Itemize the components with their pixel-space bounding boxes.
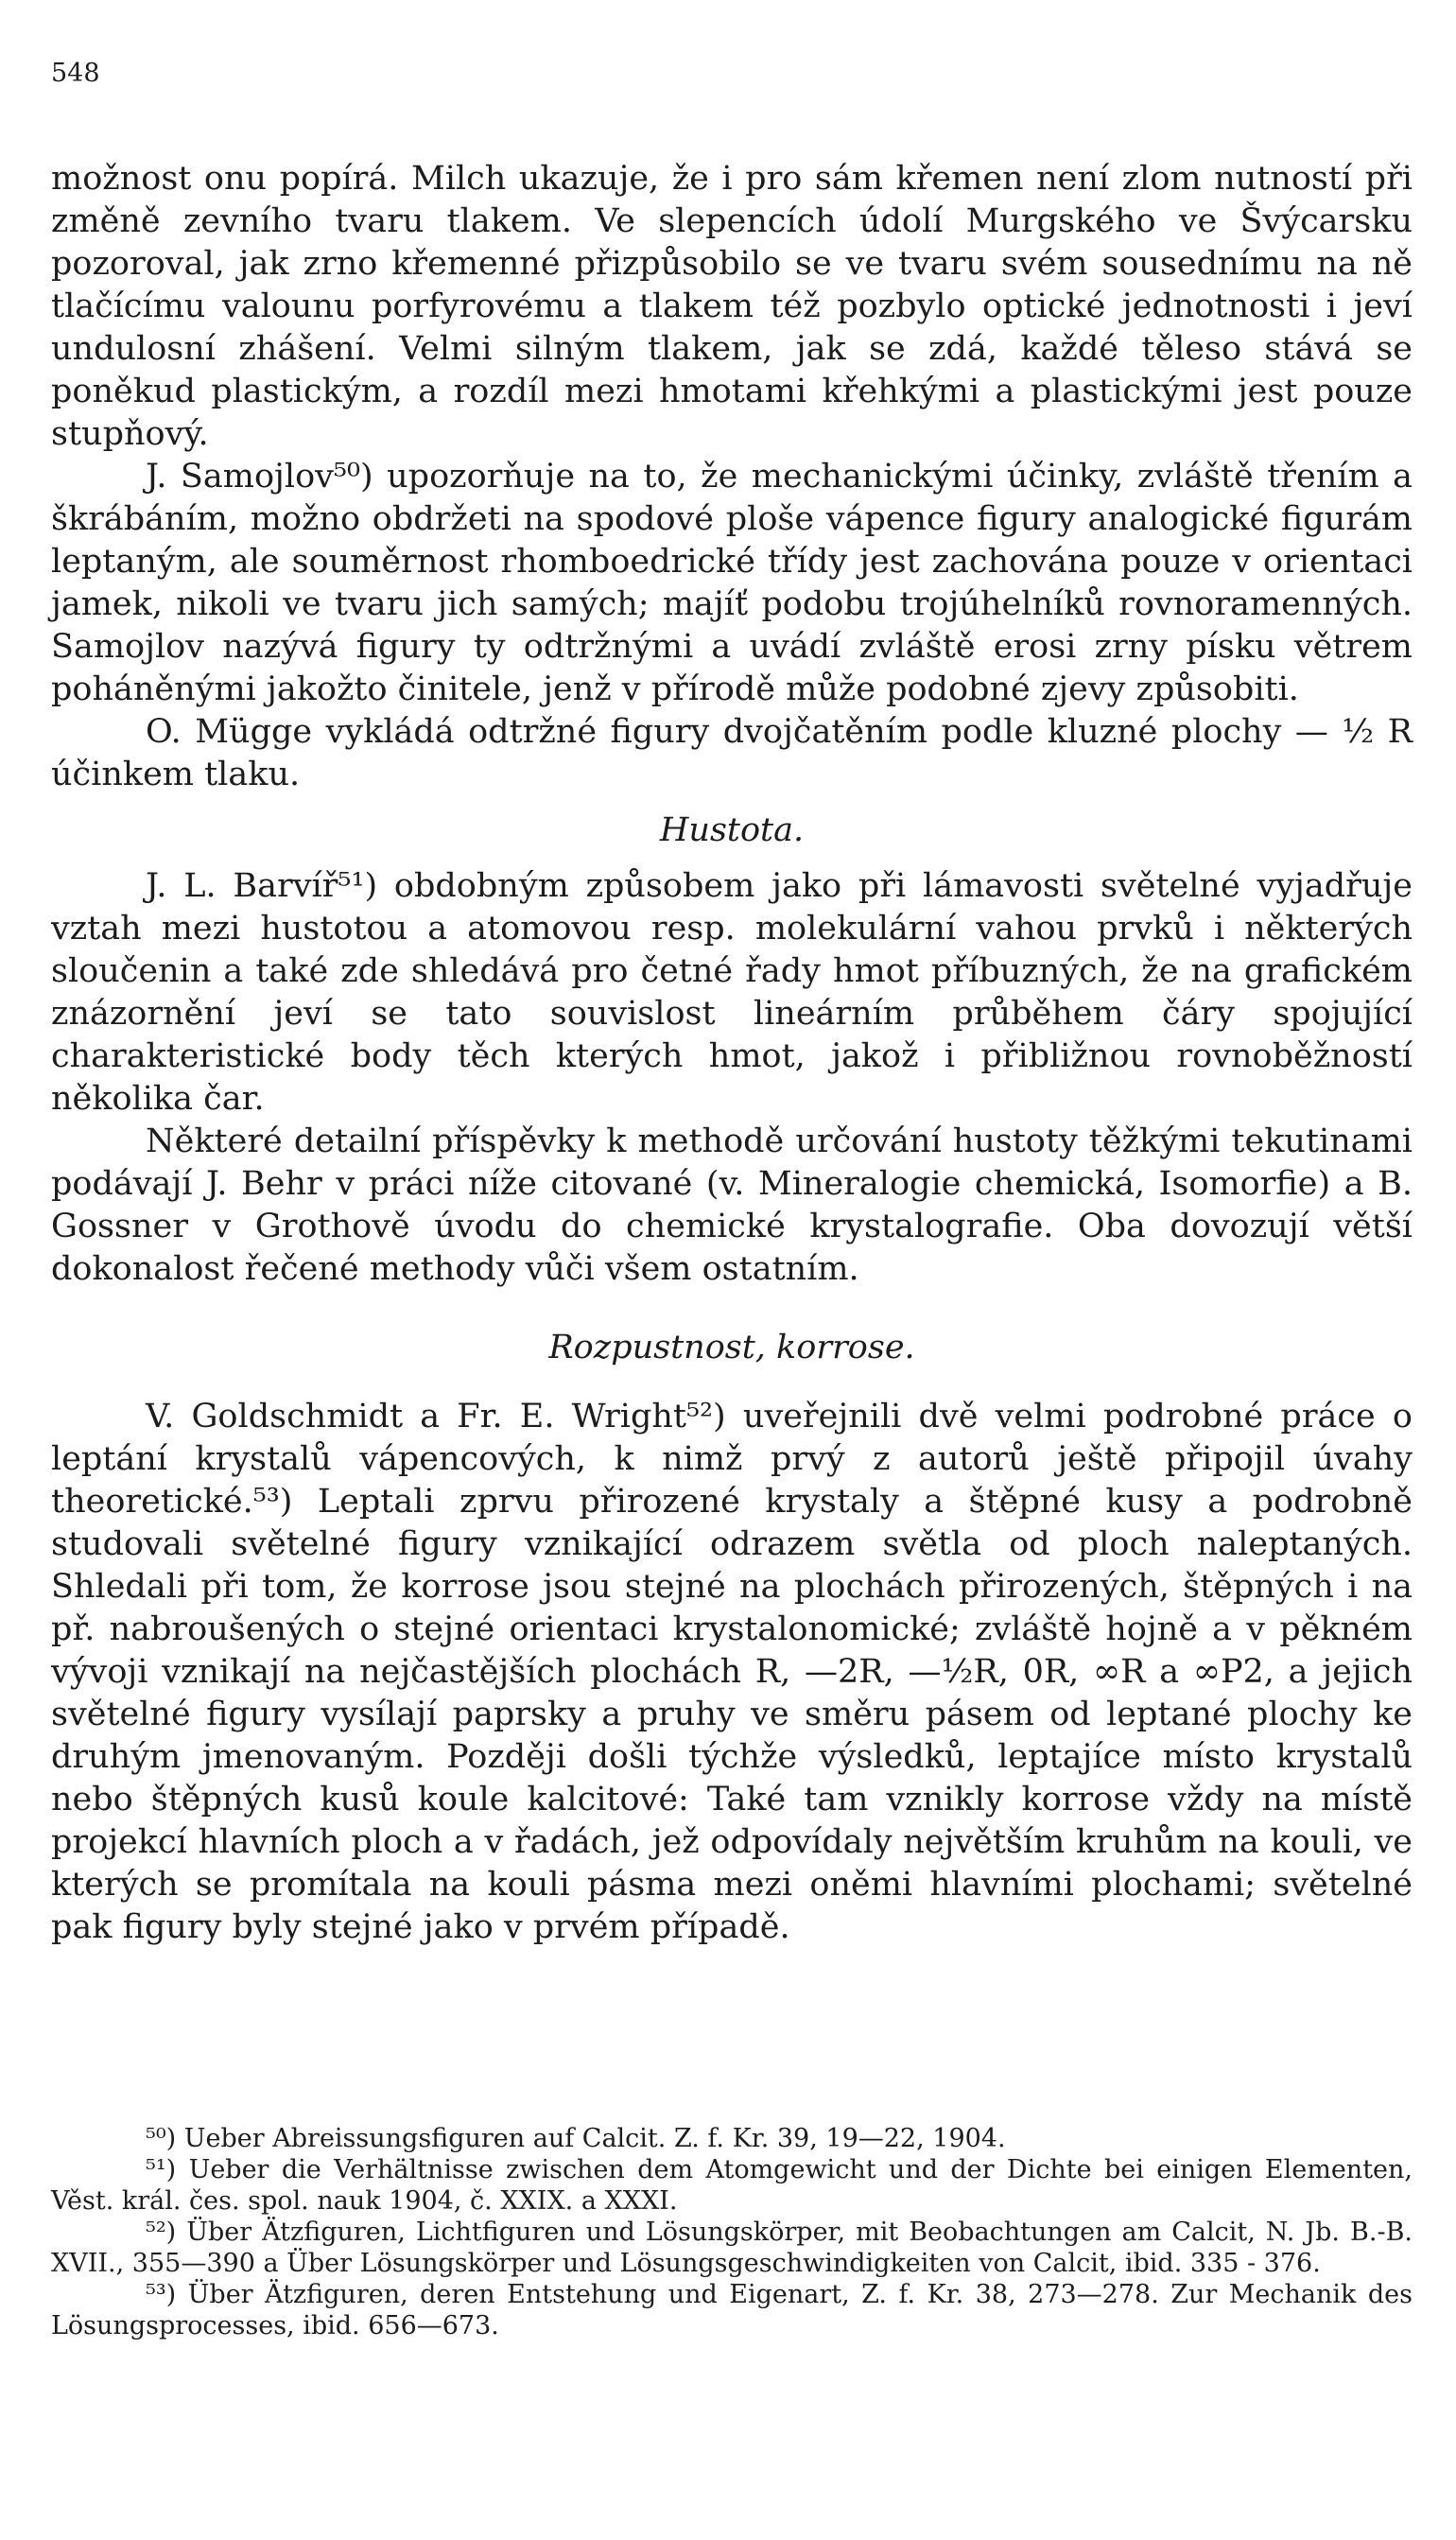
section-heading-hustota: Hustota. <box>659 811 805 849</box>
paragraph: O. Mügge vykládá odtržné figury dvojčatěním podle kluzné plochy — ½ R účinkem tlaku. <box>51 713 1413 793</box>
footnote: ⁵²) Über Ätzfiguren, Lichtfiguren und Lösungskörper, mit Beobachtungen am Calcit, N. Jb. B.-B. XVII., 355—390 a Über Lösungskörper und Lösungsgeschwindigkeiten von Calcit, ibid. 335 - 376. <box>51 2218 1413 2278</box>
paragraph: J. L. Barvíř⁵¹) obdobným způsobem jako při lámavosti světelné vyjadřuje vztah mezi hustotou a atomovou resp. molekulární vahou prvků i některých sloučenin a také zde shledává pro četné řady hmot příbuzných, že na grafickém znázornění jeví se tato souvislost lineárním průběhem čáry spojující charakteristické body těch kterých hmot, jakož i přibližnou rovnoběžností několika čar. <box>51 867 1413 1118</box>
footnote: ⁵³) Über Ätzfiguren, deren Entstehung und Eigenart, Z. f. Kr. 38, 273—278. Zur Mechanik des Lösungsprocesses, ibid. 656—673. <box>51 2280 1413 2340</box>
paragraph: možnost onu popírá. Milch ukazuje, že i pro sám křemen není zlom nutností při změně zevního tvaru tlakem. Ve slepencích údolí Murgského ve Švýcarsku pozoroval, jak zrno křemenné přizpůsobilo se ve tvaru svém sousednímu na ně tlačícímu valounu porfyrovému a tlakem též pozbylo optické jednotnosti i jeví undulosní zhášení. Velmi silným tlakem, jak se zdá, každé těleso stává se poněkud plastickým, a rozdíl mezi hmotami křehkými a plastickými jest pouze stupňový. <box>51 160 1413 453</box>
footnotes <box>51 2123 1413 2341</box>
footnote: ⁵¹) Ueber die Verhältnisse zwischen dem Atomgewicht und der Dichte bei einigen Elementen, Věst. král. čes. spol. nauk 1904, č. XXIX. a XXXI. <box>51 2155 1413 2216</box>
paragraph: V. Goldschmidt a Fr. E. Wright⁵²) uveřejnili dvě velmi podrobné práce o leptání krystalů vápencových, k nimž prvý z autorů ještě připojil úvahy theoretické.⁵³) Leptali zprvu přirozené krystaly a štěpné kusy a podrobně studovali světelné figury vznikající odrazem světla od ploch naleptaných. Shledali při tom, že korrose jsou stejné na plochách přirozených, štěpných i na př. nabroušených o stejné orientaci krystalonomické; zvláště hojně a v pěkném vývoji vznikají na nejčastějších plochách R, —2R, —½R, 0R, ∞R a ∞P2, a jejich světelné figury vysílají paprsky a pruhy ve směru pásem od leptané plochy ke druhým jmenovaným. Později došli týchže výsledků, leptajíce místo krystalů nebo štěpných kusů koule kalcitové: Také tam vznikly korrose vždy na místě projekcí hlavních ploch a v řadách, jež odpovídaly největším kruhům na kouli, ve kterých se promítala na kouli pásma mezi oněmi hlavními plochami; světelné pak figury byly stejné jako v prvém případě. <box>51 1398 1413 1946</box>
footnote: ⁵⁰) Ueber Abreissungsfiguren auf Calcit. Z. f. Kr. 39, 19—22, 1904. <box>146 2124 1006 2153</box>
page-number: 548 <box>51 59 100 88</box>
paragraph: J. Samojlov⁵⁰) upozorňuje na to, že mechanickými účinky, zvláště třením a škrábáním, možno obdržeti na spodové ploše vápence figury analogické figurám leptaným, ale souměrnost rhomboedrické třídy jest zachována pouze v orientaci jamek, nikoli ve tvaru jich samých; majíť podobu trojúhelníků rovnoramenných. Samojlov nazývá figury ty odtržnými a uvádí zvláště erosi zrny písku větrem poháněnými jakožto činitele, jenž v přírodě může podobné zjevy způsobiti. <box>51 458 1413 708</box>
main-text <box>51 158 1413 1949</box>
paragraph: Některé detailní příspěvky k methodě určování hustoty těžkými tekutinami podávají J. Behr v práci níže citované (v. Mineralogie chemická, Isomorfie) a B. Gossner v Grothově úvodu do chemické krystalografie. Oba dovozují větší dokonalost řečené methody vůči všem ostatním. <box>51 1122 1413 1288</box>
section-heading-rozpustnost: Rozpustnost, korrose. <box>548 1329 915 1366</box>
